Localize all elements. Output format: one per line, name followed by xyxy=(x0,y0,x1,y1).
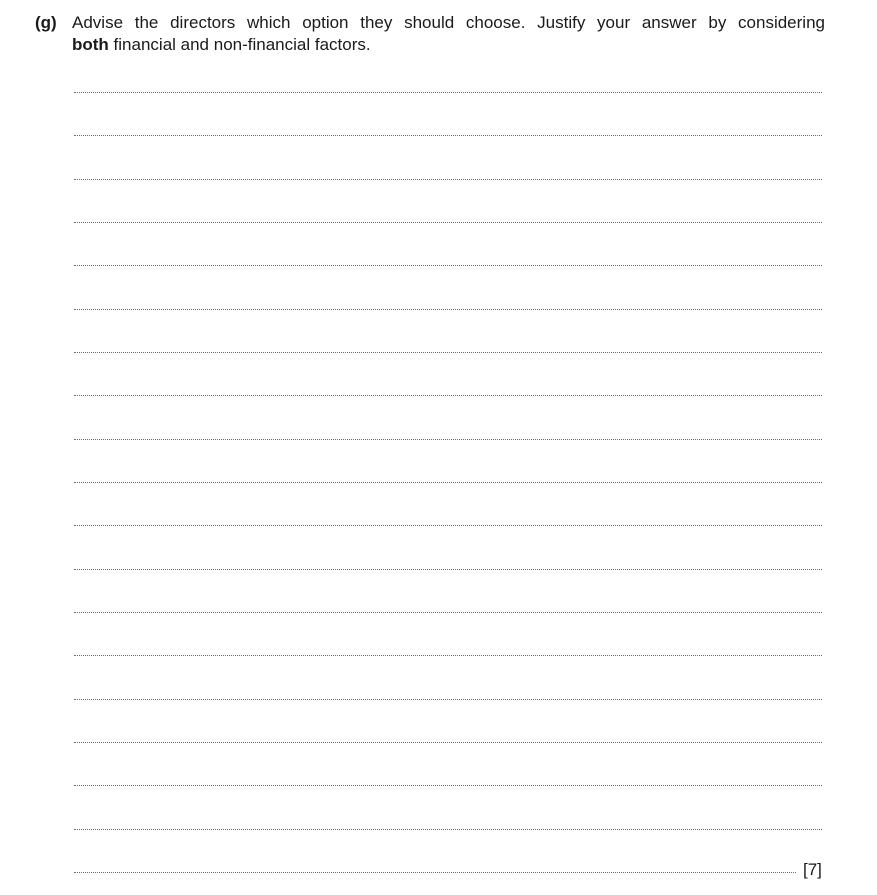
answer-line[interactable] xyxy=(74,352,822,353)
answer-line[interactable] xyxy=(74,612,822,613)
answer-line[interactable] xyxy=(74,92,822,93)
answer-line[interactable] xyxy=(74,525,822,526)
question-text-line-1: Advise the directors which option they should choose. Justify your answer by considering xyxy=(72,13,825,32)
answer-line[interactable] xyxy=(74,699,822,700)
question-text xyxy=(72,12,825,56)
answer-line[interactable] xyxy=(74,872,796,873)
answer-line[interactable] xyxy=(74,742,822,743)
answer-line[interactable] xyxy=(74,265,822,266)
answer-line[interactable] xyxy=(74,785,822,786)
answer-line[interactable] xyxy=(74,569,822,570)
question-label: (g) xyxy=(35,13,57,32)
answer-line[interactable] xyxy=(74,395,822,396)
answer-line[interactable] xyxy=(74,309,822,310)
marks-allocation: [7] xyxy=(803,860,822,879)
question-emphasis: both xyxy=(72,35,109,54)
answer-line[interactable] xyxy=(74,482,822,483)
answer-line[interactable] xyxy=(74,222,822,223)
answer-line[interactable] xyxy=(74,179,822,180)
question-text-rest: financial and non-financial factors. xyxy=(108,35,371,54)
question-text-line-2 xyxy=(72,34,825,56)
answer-line[interactable] xyxy=(74,439,822,440)
answer-line[interactable] xyxy=(74,135,822,136)
answer-line[interactable] xyxy=(74,829,822,830)
answer-line[interactable] xyxy=(74,655,822,656)
question-g xyxy=(35,12,825,56)
